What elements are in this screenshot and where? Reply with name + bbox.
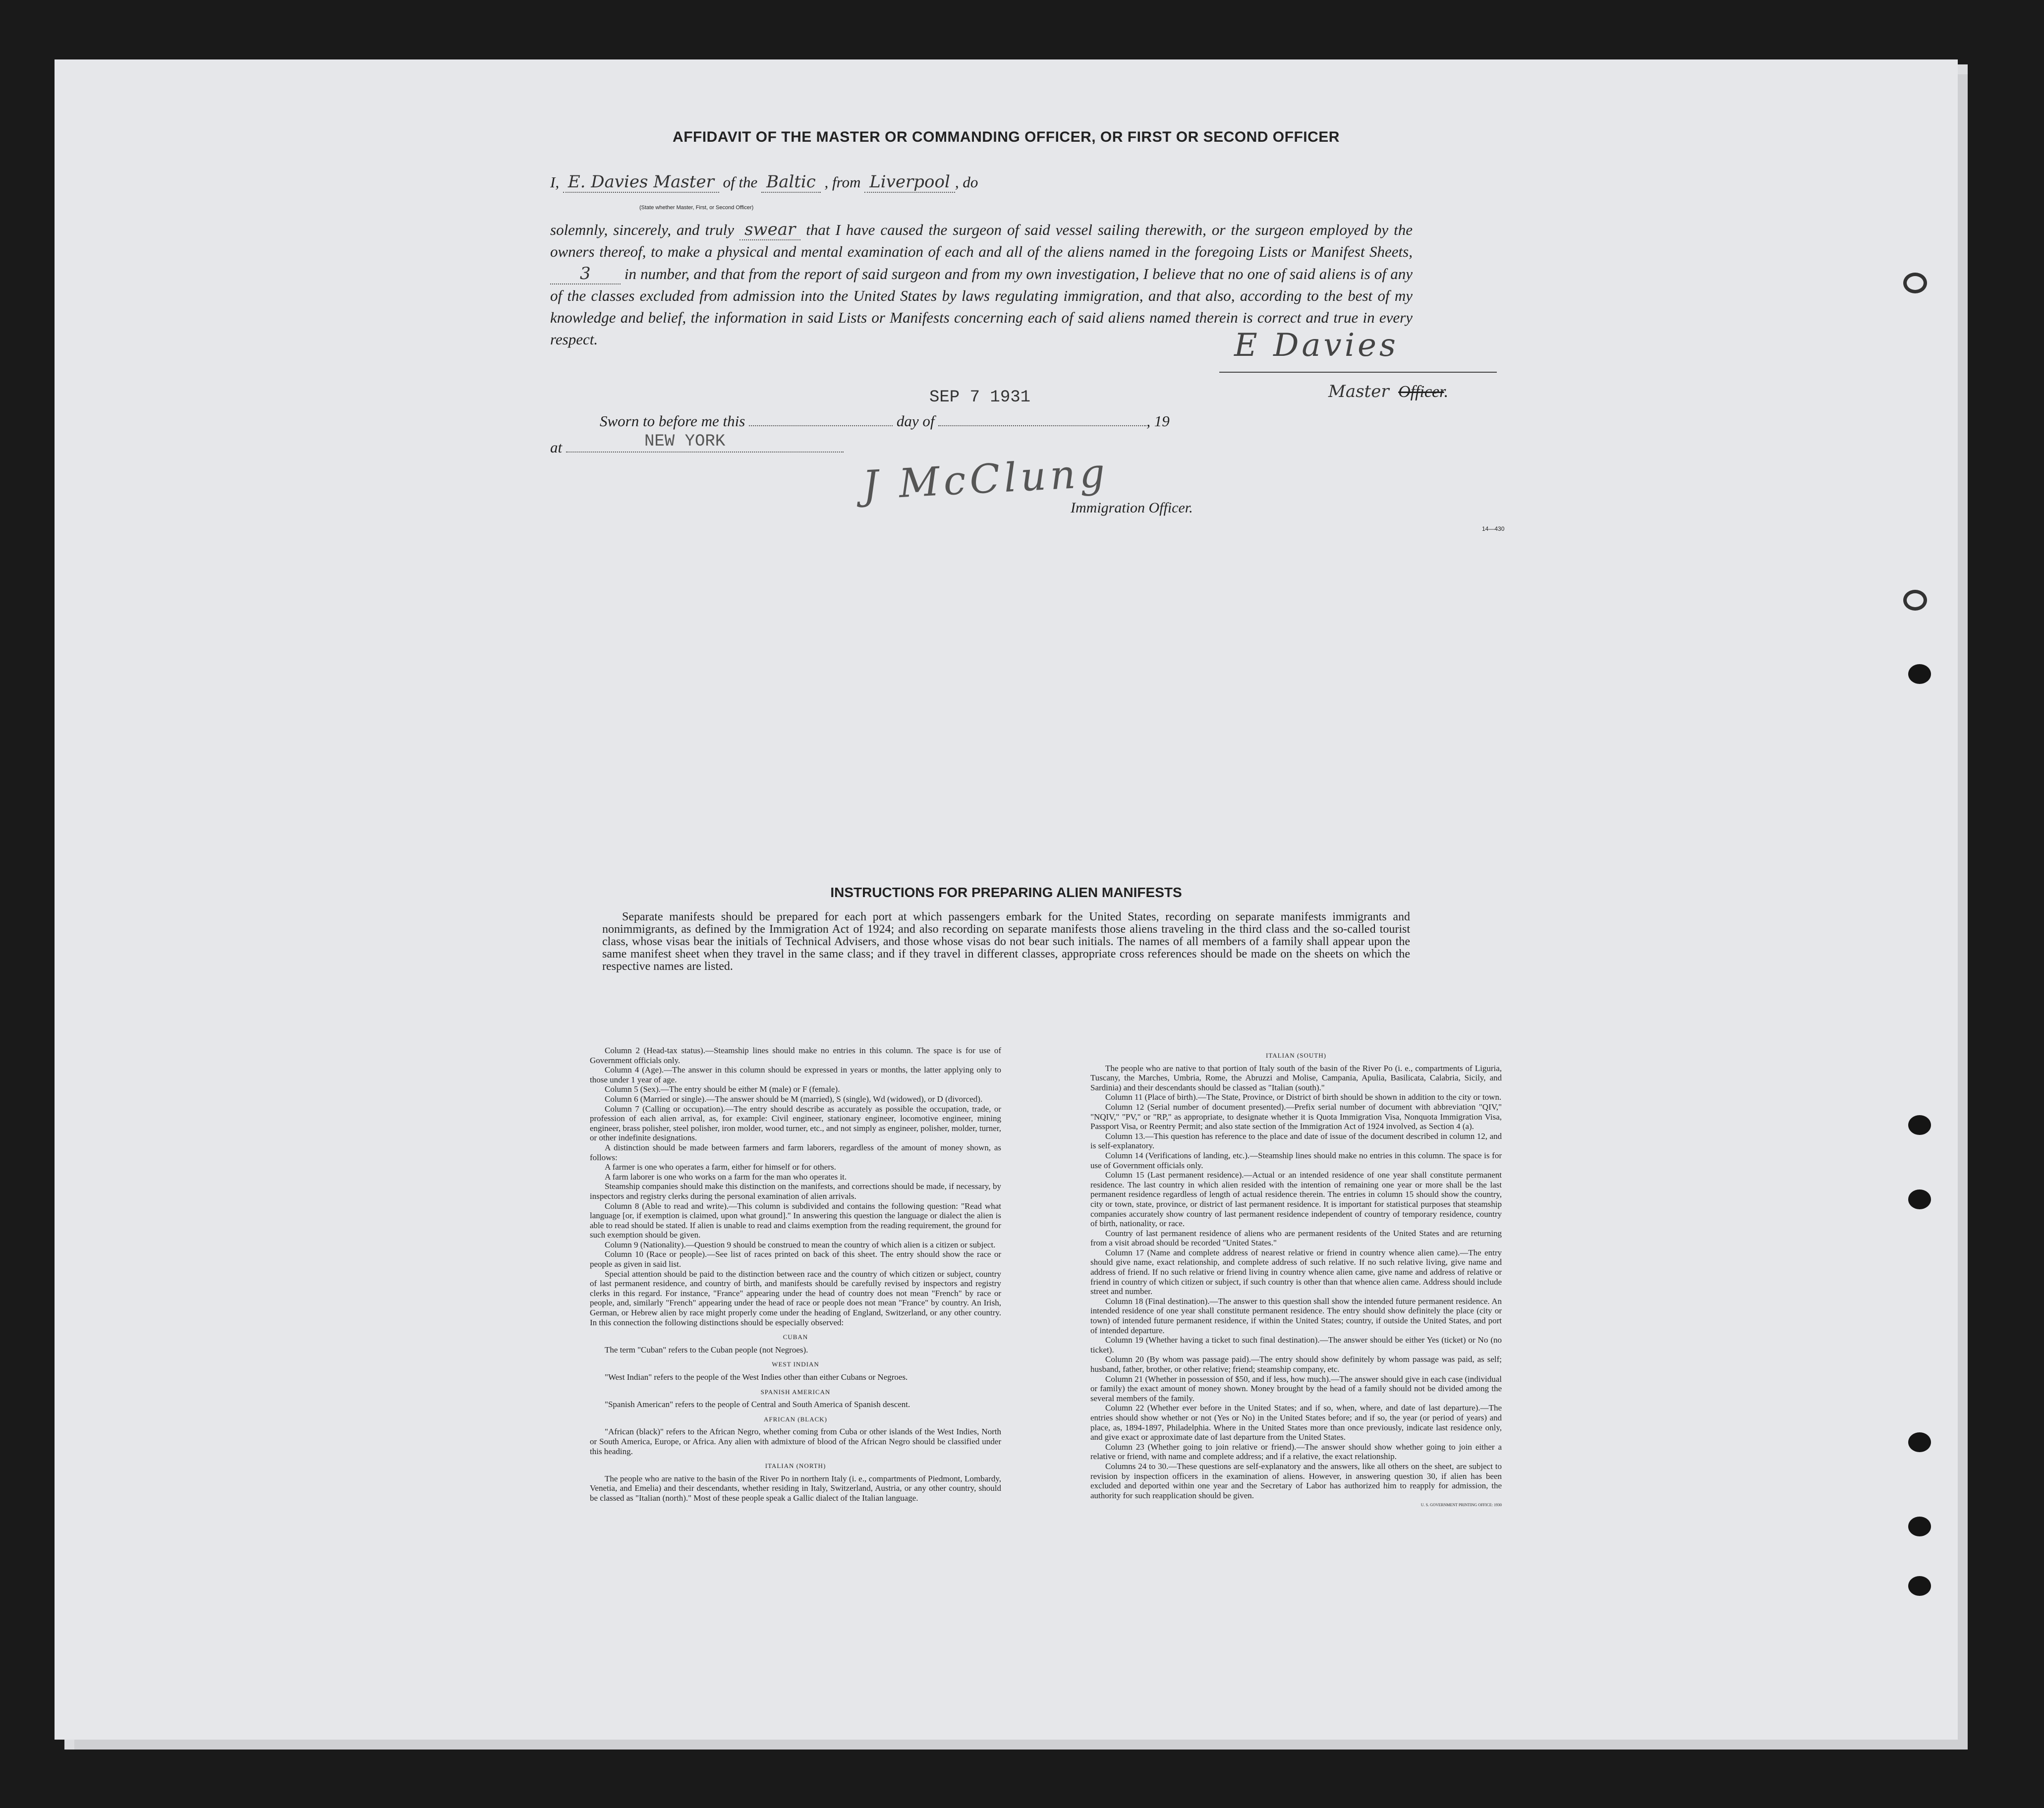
from-label: , from	[824, 173, 861, 191]
instruction-paragraph: "West Indian" refers to the people of the West Indies other than either Cubans or Negroes.	[605, 1372, 908, 1382]
instruction-paragraph: Column 4 (Age).—The answer in this column should be expressed in years or months, the latter applying only to those under 1 year of age.	[590, 1065, 1001, 1084]
instructions-right-column	[1090, 1046, 1502, 1510]
role-note: (State whether Master, First, or Second Officer)	[639, 205, 754, 211]
master-title-handwritten: Master	[1328, 382, 1389, 401]
section-heading: CUBAN	[783, 1333, 808, 1341]
place-stamp: NEW YORK	[644, 432, 726, 451]
instruction-paragraph: Column 17 (Name and complete address of nearest relative or friend in country whence alien came).—The entry should give name, exact relationship, and complete address of such relative. If no such relative living, give name and address of friend. If no such relative or friend living in country whence alien came, give name and address of relative or friend in country of which citizen or subject, if such country is other than that whence alien came. Address should include street and number.	[1090, 1247, 1502, 1297]
do-label: , do	[955, 173, 978, 191]
instruction-paragraph: The term "Cuban" refers to the Cuban people (not Negroes).	[605, 1345, 808, 1355]
instruction-paragraph: A farmer is one who operates a farm, either for himself or for others.	[605, 1162, 836, 1172]
instruction-paragraph: Column 18 (Final destination).—The answer to this question shall show the intended future permanent residence. An intended residence of one year shall constitute permanent residence. The entry should show definitely the place (city or town) of intended future permanent residence, if within the United States; country, if outside the United States, and port of intended departure.	[1090, 1296, 1502, 1335]
instruction-paragraph: Special attention should be paid to the distinction between race and the country of which citizen or subject, country of last permanent residence, and country of birth, and manifests should be carefully revised by inspectors and registry clerks in this regard. For instance, "France" appearing under the head of country does not mean "French" by race or people, and, similarly "French" appearing under the head of race or people does not mean "France" by country. An Irish, German, or Hebrew alien by race might properly come under the heading of England, Switzerland, or any other country. In this connection the following distinctions should be especially observed:	[590, 1269, 1001, 1327]
section-heading: WEST INDIAN	[772, 1360, 819, 1368]
year-label: , 19	[1146, 412, 1170, 430]
binder-hole-icon	[1908, 1189, 1931, 1209]
master-signature: E Davies	[1234, 327, 1399, 364]
instruction-paragraph: Column 6 (Married or single).—The answer should be M (married), S (single), Wd (widowed), or D (divorced).	[605, 1094, 983, 1104]
instruction-paragraph: A farm laborer is one who works on a farm for the man who operates it.	[605, 1172, 847, 1182]
swear-handwritten: swear	[739, 220, 800, 240]
instructions-intro: Separate manifests should be prepared for each port at which passengers embark for the United States, recording on separate manifests immigrants and nonimmigrants, as defined by the Immigration Act of 1924; and also recording on separate manifests those aliens traveling in the third class and the so-called tourist class, whose visas bear the initials of Technical Advisers, and those whose visas do not bear such initials. The names of all members of a family shall appear upon the same manifest sheet when they travel in the same class; and if they travel in different classes, appropriate cross references should be made on the sheets on which the respective names are listed.	[602, 910, 1410, 973]
instruction-paragraph: The people who are native to the basin of the River Po in northern Italy (i. e., compartments of Piedmont, Lombardy, Venetia, and Emelia) and their descendants, whether residing in Italy, Switzerland, Austria, or any other country, should be classed as "Italian (north)." Most of these people speak a Gallic dialect of the Italian language.	[590, 1473, 1001, 1503]
sworn-line	[600, 412, 1170, 430]
instruction-paragraph: Column 8 (Able to read and write).—This column is subdivided and contains the following question: "Read what language [or, if exemption is claimed, upon what ground]." In answering this question the language or dialect the alien is able to read should be stated. If alien is unable to read and claims exemption from the reading requirement, the ground for such exemption should be given.	[590, 1201, 1001, 1240]
instruction-paragraph: "African (black)" refers to the African Negro, whether coming from Cuba or other islands of the West Indies, North or South America, Europe, or Africa. Any alien with admixture of blood of the African Negro should be classified under this heading.	[590, 1427, 1001, 1456]
officer-label: Officer	[1398, 383, 1444, 401]
affidavit-body-1: that I have caused the surgeon of said vessel sailing therewith, or the surgeon employed by the owners thereof, to make a physical and mental examination of each and all of the aliens named in the foregoing Lists or Manifest Sheets,	[550, 221, 1413, 260]
instruction-paragraph: Steamship companies should make this distinction on the manifests, and corrections should be made, if necessary, by inspectors and registry clerks during the personal examination of alien arrivals.	[590, 1182, 1001, 1201]
form-number: 14—430	[1482, 525, 1505, 532]
binder-hole-icon	[1908, 1115, 1931, 1135]
instruction-paragraph: The people who are native to that portion of Italy south of the basin of the River Po (i. e., compartments of Liguria, Tuscany, the Marches, Umbria, Rome, the Abruzzi and Molise, Campania, Apulia, Basilicata, Calabria, Sicily, and Sardinia) and their descendants should be classed as "Italian (south)."	[1090, 1063, 1502, 1092]
section-heading: ITALIAN (SOUTH)	[1266, 1052, 1326, 1059]
i-prefix: I,	[550, 173, 560, 191]
instruction-paragraph: Column 21 (Whether in possession of $50, and if less, how much).—The answer should give in each case (individual or family) the exact amount of money shown. Money brought by the head of a family should not be divided among the several members of the family.	[1090, 1374, 1502, 1403]
printer-imprint: U. S. GOVERNMENT PRINTING OFFICE: 1930	[1420, 1503, 1502, 1508]
instruction-paragraph: Column 7 (Calling or occupation).—The entry should describe as accurately as possible the occupation, trade, or profession of each alien arrival, as, for example: Civil engineer, stationary engineer, locomotive engineer, mining engineer, brass polisher, steel polisher, iron molder, wood turner, etc., and not simply as engineer, polisher, molder, turner, or other indefinite designations.	[590, 1104, 1001, 1143]
binder-hole-icon	[1908, 664, 1931, 684]
master-title: Master Officer.	[1323, 382, 1448, 401]
affidavit-text	[550, 171, 1413, 350]
at-label: at	[550, 439, 563, 456]
instruction-paragraph: Column 22 (Whether ever before in the United States; and if so, when, where, and date of last departure).—The entries should show whether or not (Yes or No) in the United States before; and if so, the year (or period of years) and place, as, 1894-1897, Philadelphia. Where in the United States more than once previously, indicate last residence only, and give exact or approximate date of last departure from the United States.	[1090, 1403, 1502, 1442]
immigration-officer-signature: J McClung	[861, 450, 1110, 508]
instructions-title: INSTRUCTIONS FOR PREPARING ALIEN MANIFESTS	[830, 885, 1182, 900]
immigration-officer-label: Immigration Officer.	[1071, 500, 1193, 516]
sworn-label: Sworn to before me this	[600, 412, 745, 430]
ship-name-handwritten: Baltic	[761, 172, 821, 193]
binder-hole-icon	[1903, 273, 1927, 293]
instruction-paragraph: Column 9 (Nationality).—Question 9 should be construed to mean the country of which alien is a citizen or subject.	[605, 1240, 996, 1249]
instruction-paragraph: Country of last permanent residence of aliens who are permanent residents of the United States and are returning from a visit abroad should be recorded "United States."	[1090, 1228, 1502, 1248]
instruction-paragraph: Column 2 (Head-tax status).—Steamship lines should make no entries in this column. The space is for use of Government officials only.	[590, 1046, 1001, 1065]
instruction-paragraph: Column 13.—This question has reference to the place and date of issue of the document described in column 12, and is self-explanatory.	[1090, 1131, 1502, 1151]
instructions-left-column	[590, 1046, 1001, 1503]
of-the-label: of the	[723, 173, 758, 191]
instruction-paragraph: Column 5 (Sex).—The entry should be either M (male) or F (female).	[605, 1084, 840, 1094]
section-heading: AFRICAN (BLACK)	[763, 1415, 828, 1423]
binder-hole-icon	[1908, 1432, 1931, 1452]
section-heading: ITALIAN (NORTH)	[765, 1462, 826, 1470]
manifest-page	[55, 59, 1958, 1740]
instruction-paragraph: Column 14 (Verifications of landing, etc.).—Steamship lines should make no entries in this column. The space is for use of Government officials only.	[1090, 1150, 1502, 1170]
day-of-label: day of	[896, 412, 935, 430]
instruction-paragraph: Column 12 (Serial number of document presented).—Prefix serial number of document with abbreviation "QIV," "NQIV," "PV," or "RP," as appropriate, to designate whether it is Quota Immigration Visa, Nonquota Immigration Visa, Passport Visa, or Reentry Permit; and also state section of the Immigration Act of 1924 involved, as Section 4 (a).	[1090, 1102, 1502, 1131]
instruction-paragraph: Column 20 (By whom was passage paid).—The entry should show definitely by whom passage was paid, as self; husband, father, brother, or other relative; friend; steamship company, etc.	[1090, 1355, 1502, 1374]
instruction-paragraph: Column 10 (Race or people).—See list of races printed on back of this sheet. The entry should show the race or people as given in said list.	[590, 1249, 1001, 1269]
affidavit-body-2: in number, and that from the report of said surgeon and from my own investigation, I believe that no one of said aliens is of any of the classes excluded from admission into the United States by laws regulating immigration, and that also, according to the best of my knowledge and belief, the information in said Lists or Manifests concerning each of said aliens named therein is correct and true in every respect.	[550, 265, 1413, 348]
date-stamp: SEP 7 1931	[929, 388, 1031, 407]
binder-hole-icon	[1908, 1576, 1931, 1596]
instruction-paragraph: Column 11 (Place of birth).—The State, Province, or District of birth should be shown in addition to the city or town.	[1105, 1092, 1502, 1102]
instruction-paragraph: A distinction should be made between farmers and farm laborers, regardless of the amount of money shown, as follows:	[590, 1142, 1001, 1162]
instruction-paragraph: Column 23 (Whether going to join relative or friend).—The answer should show whether going to join either a relative or friend, with name and complete address; and if a relative, the exact relationship.	[1090, 1442, 1502, 1462]
port-handwritten: Liverpool	[864, 172, 955, 193]
section-heading: SPANISH AMERICAN	[760, 1388, 831, 1396]
instruction-paragraph: Column 19 (Whether having a ticket to such final destination).—The answer should be either Yes (ticket) or No (no ticket).	[1090, 1335, 1502, 1355]
affidavit-title: AFFIDAVIT OF THE MASTER OR COMMANDING OFFICER, OR FIRST OR SECOND OFFICER	[673, 129, 1340, 145]
binder-hole-icon	[1908, 1517, 1931, 1536]
sheet-count-handwritten: 3	[550, 264, 621, 284]
binder-hole-icon	[1903, 590, 1927, 611]
instruction-paragraph: Column 15 (Last permanent residence).—Actual or an intended residence of one year shall constitute permanent residence. The last country in which alien resided with the intention of remaining one year or more shall be the last permanent residence regardless of length of actual residence therein. The entries in column 15 should show the country, city or town, state, province, or district of last permanent residence. It is important for statistical purposes that steamship companies accurately show country of last permanent residence independent of country of temporary residence, country of birth, nationality, or race.	[1090, 1170, 1502, 1229]
master-name-handwritten: E. Davies Master	[563, 172, 719, 193]
instruction-paragraph: Columns 24 to 30.—These questions are self-explanatory and the answers, like all others on the sheet, are subject to revision by inspection officers in the examination of aliens. However, in answering question 30, if alien has been excluded and deported within one year and the Secretary of Labor has authorized him to reapply for admission, the authority for such reapplication should be given.	[1090, 1461, 1502, 1500]
instruction-paragraph: "Spanish American" refers to the people of Central and South America of Spanish descent.	[605, 1400, 910, 1410]
solemnly-text: solemnly, sincerely, and truly	[550, 221, 735, 238]
